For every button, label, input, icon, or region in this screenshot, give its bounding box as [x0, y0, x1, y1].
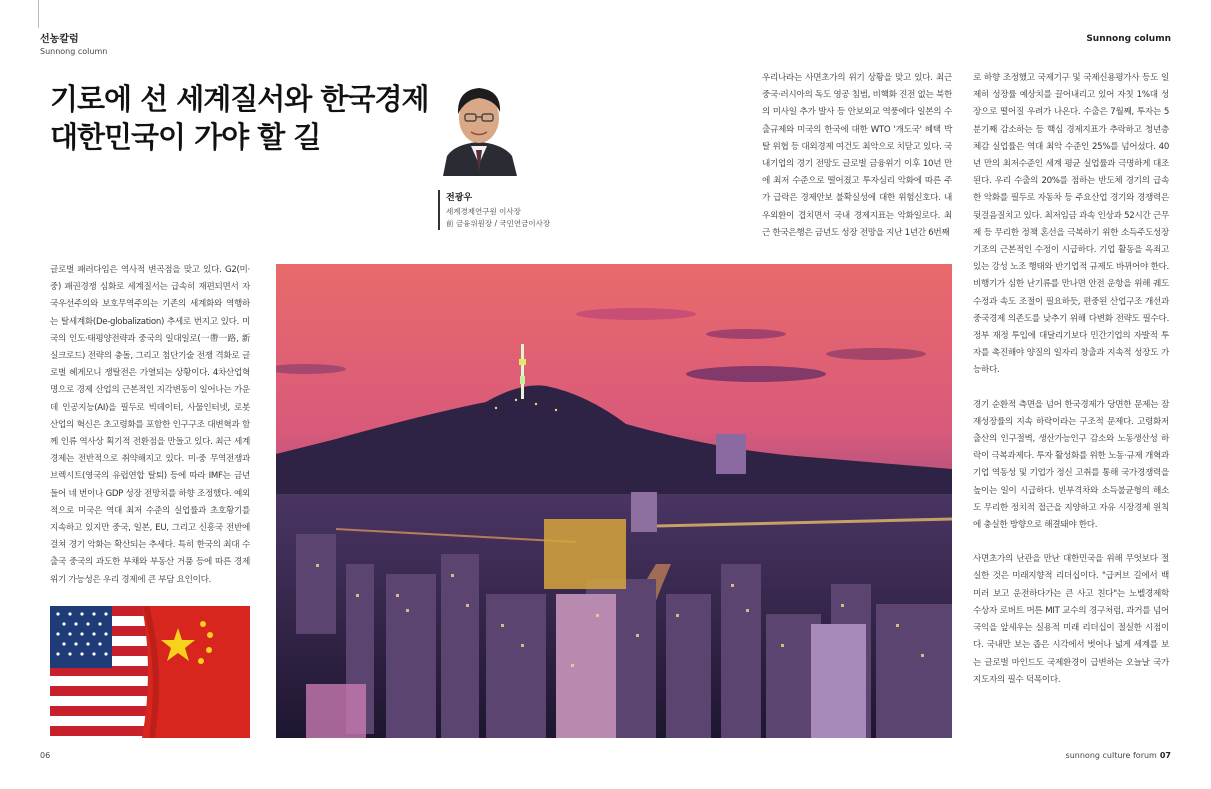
- article-column-1: [50, 262, 250, 589]
- publication-name: sunnong culture forum: [1065, 751, 1157, 760]
- paragraph: 로 하향 조정했고 국제기구 및 국제신용평가사 등도 일제히 성장률 예상치를 끌어내리고 있어 자칫 1%대 성장으로 떨어질 우려가 나온다. 수출은 7월째, 투자는 5분기째 감소하는 등 핵심 경제지표가 추락하고 청년층 체감 실업률은 역대 최악 수준인 25%를 넘어섰다. 40년 만의 최저수준인 세계 평균 실업률과 극명하게 대조된다. 우리 수출의 20%를 점하는 반도체 경기의 급속한 악화를 필두로 자동차 등 주요산업 경기와 경쟁력은 뒷걸음질치고 있다. 최저임금 과속 인상과 52시간 근무제 등 무리한 정책 혼선을 극복하기 위한 소득주도성장 기조의 근본적인 수정이 시급하다. 기업 활동을 옥죄고 있는 강성 노조 행태와 반기업적 규제도 바뀌어야 한다. 비행기가 심한 난기류를 만나면 안전 운항을 위해 궤도 수정과 속도 조절이 필요하듯, 편중된 산업구조 개선과 중국경제 의존도를 낮추기 위해 다변화 전략도 필수다. 정부 재정 투입에 대달리기보다 민간기업의 자발적 투자를 촉진해야 양질의 일자리 창출과 지속적 성장도 가능하다.: [973, 73, 1169, 376]
- paragraph: 우리나라는 사면초가의 위기 상황을 맞고 있다. 최근 중국·러시아의 독도 영공 침범, 비핵화 진전 없는 북한의 미사일 추가 발사 등 안보외교 역풍에다 일본의 수출규제와 미국의 한국에 대한 WTO '개도국' 혜택 박탈 위협 등 대외경제 여건도 최악으로 치닫고 있다. 국내기업의 경기 전망도 글로벌 금융위기 이후 10년 만에 최저 수준으로 떨어졌고 투자심리 악화에 따른 주가 급락은 경제안보 불확실성에 대한 위험신호다. 내우외환이 겹치면서 국내 경제지표는 악화일로다. 최근 한국은행은 금년도 성장 전망을 지난 1년간 6번째: [762, 73, 952, 238]
- title-line-1: 기로에 선 세계질서와 한국경제: [50, 82, 429, 116]
- footer-right: [1066, 751, 1171, 760]
- page-number-left: 06: [40, 751, 51, 760]
- paragraph: 사면초가의 난관을 만난 대한민국을 위해 무엇보다 절실한 것은 미래지향적 리더십이다. "급커브 길에서 백미러 보고 운전하다가는 큰 사고 친다"는 노벨경제학 수상자 로버트 머튼 MIT 교수의 경구처럼, 과거를 넘어 국익을 앞세우는 실용적 미래 리더십이 절실한 시점이다. 국내만 보는 좁은 시각에서 벗어나 넓게 세계를 보는 글로벌 마인드도 국제환경이 급변하는 오늘날 국가지도자의 필수 덕목이다.: [973, 554, 1169, 685]
- paragraph: 글로벌 패러다임은 역사적 변곡점을 맞고 있다. G2(미·중) 패권경쟁 심화로 세계질서는 급속히 재편되면서 자국우선주의와 보호무역주의는 기존의 세계화와 역행하는 탈세계화(De-globalization) 추세로 번지고 있다. 미국의 인도·태평양전략과 중국의 일대일로(一帶一路, 新실크로드) 전략의 충돌, 그리고 첨단기술 전쟁 격화로 글로벌 헤게모니 쟁탈전은 가열되는 상황이다. 4차산업혁명으로 경제 산업의 근본적인 지각변동이 일어나는 가운데 인공지능(AI)을 필두로 빅데이터, 사물인터넷, 로봇 산업의 혁신은 초고령화를 포함한 인구구조 대변혁과 함께 인류 역사상 획기적 전환점을 만들고 있다. 최근 세계경제는 전반적으로 취약해지고 있다. 미·중 무역전쟁과 브렉시트(영국의 유럽연합 탈퇴) 등에 따라 IMF는 금년 들어 네 번이나 GDP 성장 전망치를 하향 조정했다. 예외적으로 미국은 역대 최저 수준의 실업률과 초호황기를 지속하고 있지만 중국, 일본, EU, 그리고 신흥국 전반에 걸쳐 경기 악화는 확산되는 추세다. 특히 한국의 최대 수출국 중국의 과도한 부채와 부동산 거품 등에 따른 경제위기 가능성은 우리 경제에 큰 부담 요인이다.: [50, 265, 250, 585]
- seoul-night-skyline-image: [276, 264, 952, 738]
- author-role-2: 前 금융위원장 / 국민연금이사장: [446, 219, 551, 228]
- section-label-right: Sunnong column: [1086, 34, 1171, 44]
- paragraph: 경기 순환적 측면을 넘어 한국경제가 당면한 문제는 잠재성장률의 지속 하락이라는 구조적 문제다. 고령화저출산의 인구절벽, 생산가능인구 감소와 노동생산성 하락이 극복과제다. 투자 활성화를 위한 노동·규제 개혁과 기업 역동성 및 기업가 정신 고취를 통해 국가경쟁력을 높이는 일이 시급하다. 빈부격차와 소득불균형의 해소도 무리한 정치적 접근을 지양하고 자유 시장경제 원칙에 충실한 방향으로 해결돼야 한다.: [973, 399, 1169, 531]
- article-column-2: [762, 70, 952, 242]
- author-role-1: 세계경제연구원 이사장: [446, 207, 521, 216]
- us-china-flags-image: [50, 606, 250, 738]
- section-label-ko: 선농칼럼: [40, 34, 79, 45]
- author-info: [438, 190, 550, 230]
- header-rule: [38, 0, 39, 28]
- section-label-en: Sunnong column: [40, 47, 108, 56]
- section-label: [40, 30, 107, 56]
- page-number-right: 07: [1159, 751, 1171, 760]
- article-column-3: [973, 70, 1169, 689]
- author-name: 전광우: [446, 193, 473, 203]
- author-portrait: [437, 76, 522, 176]
- article-title: [50, 80, 430, 156]
- title-line-2: 대한민국이 가야 할 길: [50, 120, 321, 154]
